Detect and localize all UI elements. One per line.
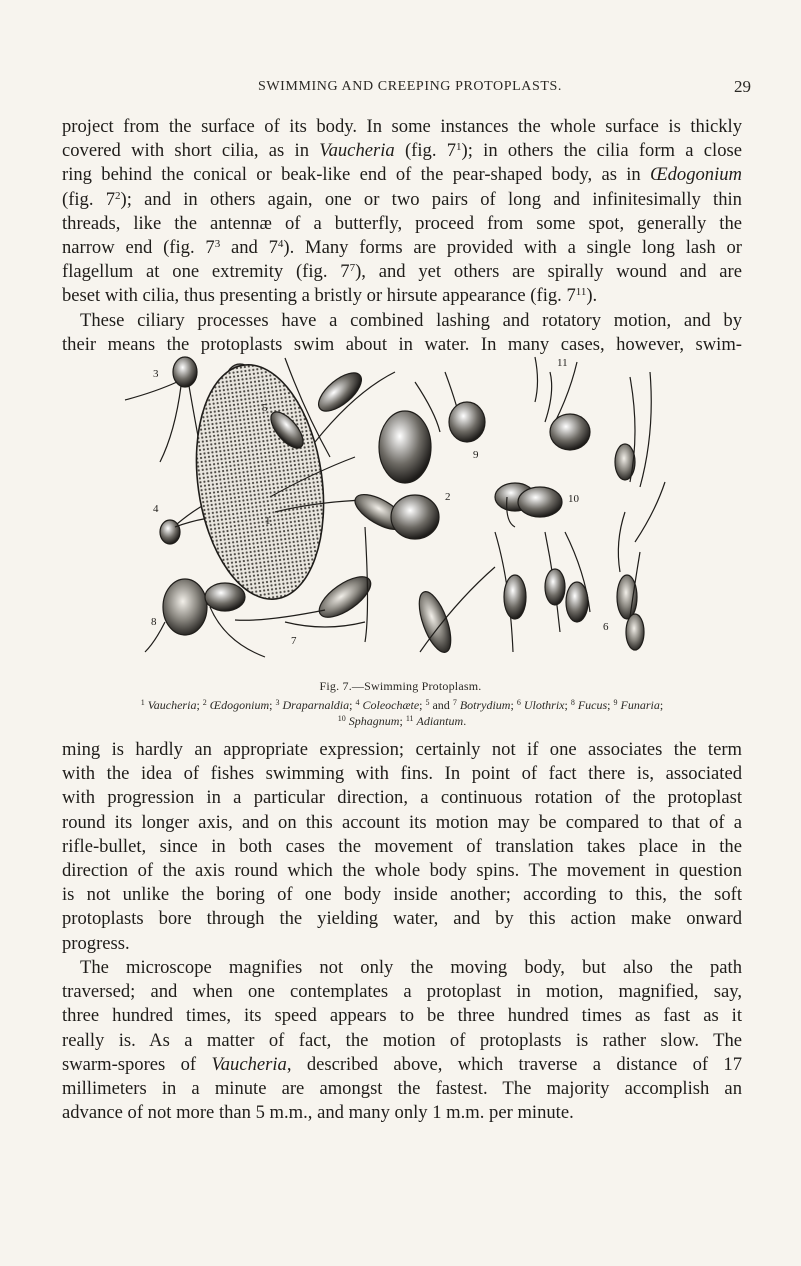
figure-label: 7 — [291, 635, 297, 647]
text-line: (fig. $7^2$); and in others again, one or two pairs of long and infinitesimally thin — [62, 188, 742, 210]
text-line: beset with cilia, thus presenting a bristly or hirsute appearance (fig. $7^{11}$). — [62, 285, 598, 307]
text-line: threads, like the antennæ of a butterfly, proceed from some spot, generally the — [62, 212, 742, 234]
protoplast-2a — [379, 411, 431, 483]
protoplast-11b — [615, 444, 635, 480]
legend-line: $^{10}$ Sphagnum; $^{11}$ Adiantum. — [337, 714, 467, 728]
figure-label: 10 — [568, 493, 579, 505]
figure-illustration — [115, 352, 705, 672]
paragraph-2 — [62, 738, 742, 956]
protoplast-2b — [391, 495, 439, 539]
text-line: round its longer axis, and on this account its motion may be compared to that of a — [62, 811, 742, 833]
paragraph-1 — [62, 115, 742, 357]
text-line: The microscope magnifies not only the moving body, but also the path — [80, 957, 742, 978]
figure-label: 1 — [265, 515, 271, 527]
protoplast-9 — [449, 402, 485, 442]
protoplast-1-vaucheria — [182, 357, 338, 608]
protoplast-6e — [504, 575, 526, 619]
text-line: rifle-bullet, since in both cases the movement of translation takes place in the — [62, 835, 742, 857]
protoplast-6d — [626, 614, 644, 650]
text-line: direction of the axis round which the whole body spins. The movement in question — [62, 860, 742, 882]
text-line: protoplasts bore through the yielding water, and by this action make onward — [62, 908, 742, 930]
text-line: really is. As a matter of fact, the motion of protoplasts is rather slow. The — [62, 1029, 742, 1051]
text-line: ring behind the conical or beak-like end of the pear-shaped body, as in Œdogonium — [62, 164, 742, 186]
text-line: flagellum at one extremity (fig. $7^7$), and yet others are spirally wound and are — [62, 261, 742, 283]
protoplast-8 — [163, 579, 207, 635]
paragraph-3 — [62, 956, 742, 1125]
protoplast-6b — [566, 582, 588, 622]
text-line: project from the surface of its body. In some instances the whole surface is thickly — [62, 116, 742, 137]
protoplast-11 — [550, 414, 590, 450]
text-line: progress. — [62, 932, 130, 954]
figure-label: 4 — [153, 503, 159, 515]
swimming-protoplasm-figure — [115, 352, 705, 672]
text-line: is not unlike the boring of one body inside another; according to this, the soft — [62, 884, 742, 906]
text-line: swarm-spores of Vaucheria, described above, which traverse a distance of 17 — [62, 1053, 742, 1075]
figure-caption-title: Fig. 7.—Swimming Protoplasm. — [319, 679, 482, 693]
figure-label: 5 — [262, 402, 268, 414]
text-line: These ciliary processes have a combined lashing and rotatory motion, and by — [80, 309, 742, 331]
protoplast-8b — [205, 583, 245, 611]
text-line: their means the protoplasts swim about in water. In many cases, however, swim- — [62, 333, 742, 355]
text-line: three hundred times, its speed appears to be three hundred times as fast as it — [62, 1005, 742, 1027]
protoplast-6c — [617, 575, 637, 619]
page-number: 29 — [734, 77, 751, 96]
text-line: millimeters in a minute are amongst the fastest. The majority accomplish an — [62, 1078, 742, 1100]
figure-caption-legend — [62, 697, 742, 729]
figure-label: 2 — [445, 491, 451, 503]
figure-label: 9 — [473, 449, 479, 461]
figure-label: 8 — [151, 616, 157, 628]
figure-label: 6 — [603, 621, 609, 633]
protoplast-10b — [518, 487, 562, 517]
text-line: with the idea of fishes swimming with fins. In point of fact there is, associated — [62, 763, 742, 785]
legend-line: $^1$ Vaucheria; $^2$ Œdogonium; $^3$ Draparnaldia; $^4$ Coleochæte; $^5$ and $^7$ Botrydium; $^6$ Ulothrix; $^8$ Fucus; $^9$ Funaria; — [140, 698, 664, 712]
text-line: ming is hardly an appropriate expression; certainly not if one associates the term — [62, 739, 742, 760]
protoplast-6a — [545, 569, 565, 605]
text-line: traversed; and when one contemplates a protoplast in motion, magnified, say, — [62, 981, 742, 1003]
text-line: advance of not more than 5 m.m., and many only 1 m.m. per minute. — [62, 1102, 574, 1124]
figure-label: 3 — [153, 368, 159, 380]
protoplast-2c — [413, 588, 457, 656]
running-head: SWIMMING AND CREEPING PROTOPLASTS. — [257, 79, 563, 94]
figure-label: 11 — [557, 357, 568, 369]
text-line: covered with short cilia, as in Vaucheria (fig. $7^1$); in others the cilia form a close — [62, 140, 742, 162]
text-line: with progression in a particular direction, a continuous rotation of the protoplast — [62, 787, 742, 809]
protoplast-5a — [312, 366, 367, 418]
text-line: narrow end (fig. $7^3$ and $7^4$). Many forms are provided with a single long lash or — [62, 237, 742, 259]
